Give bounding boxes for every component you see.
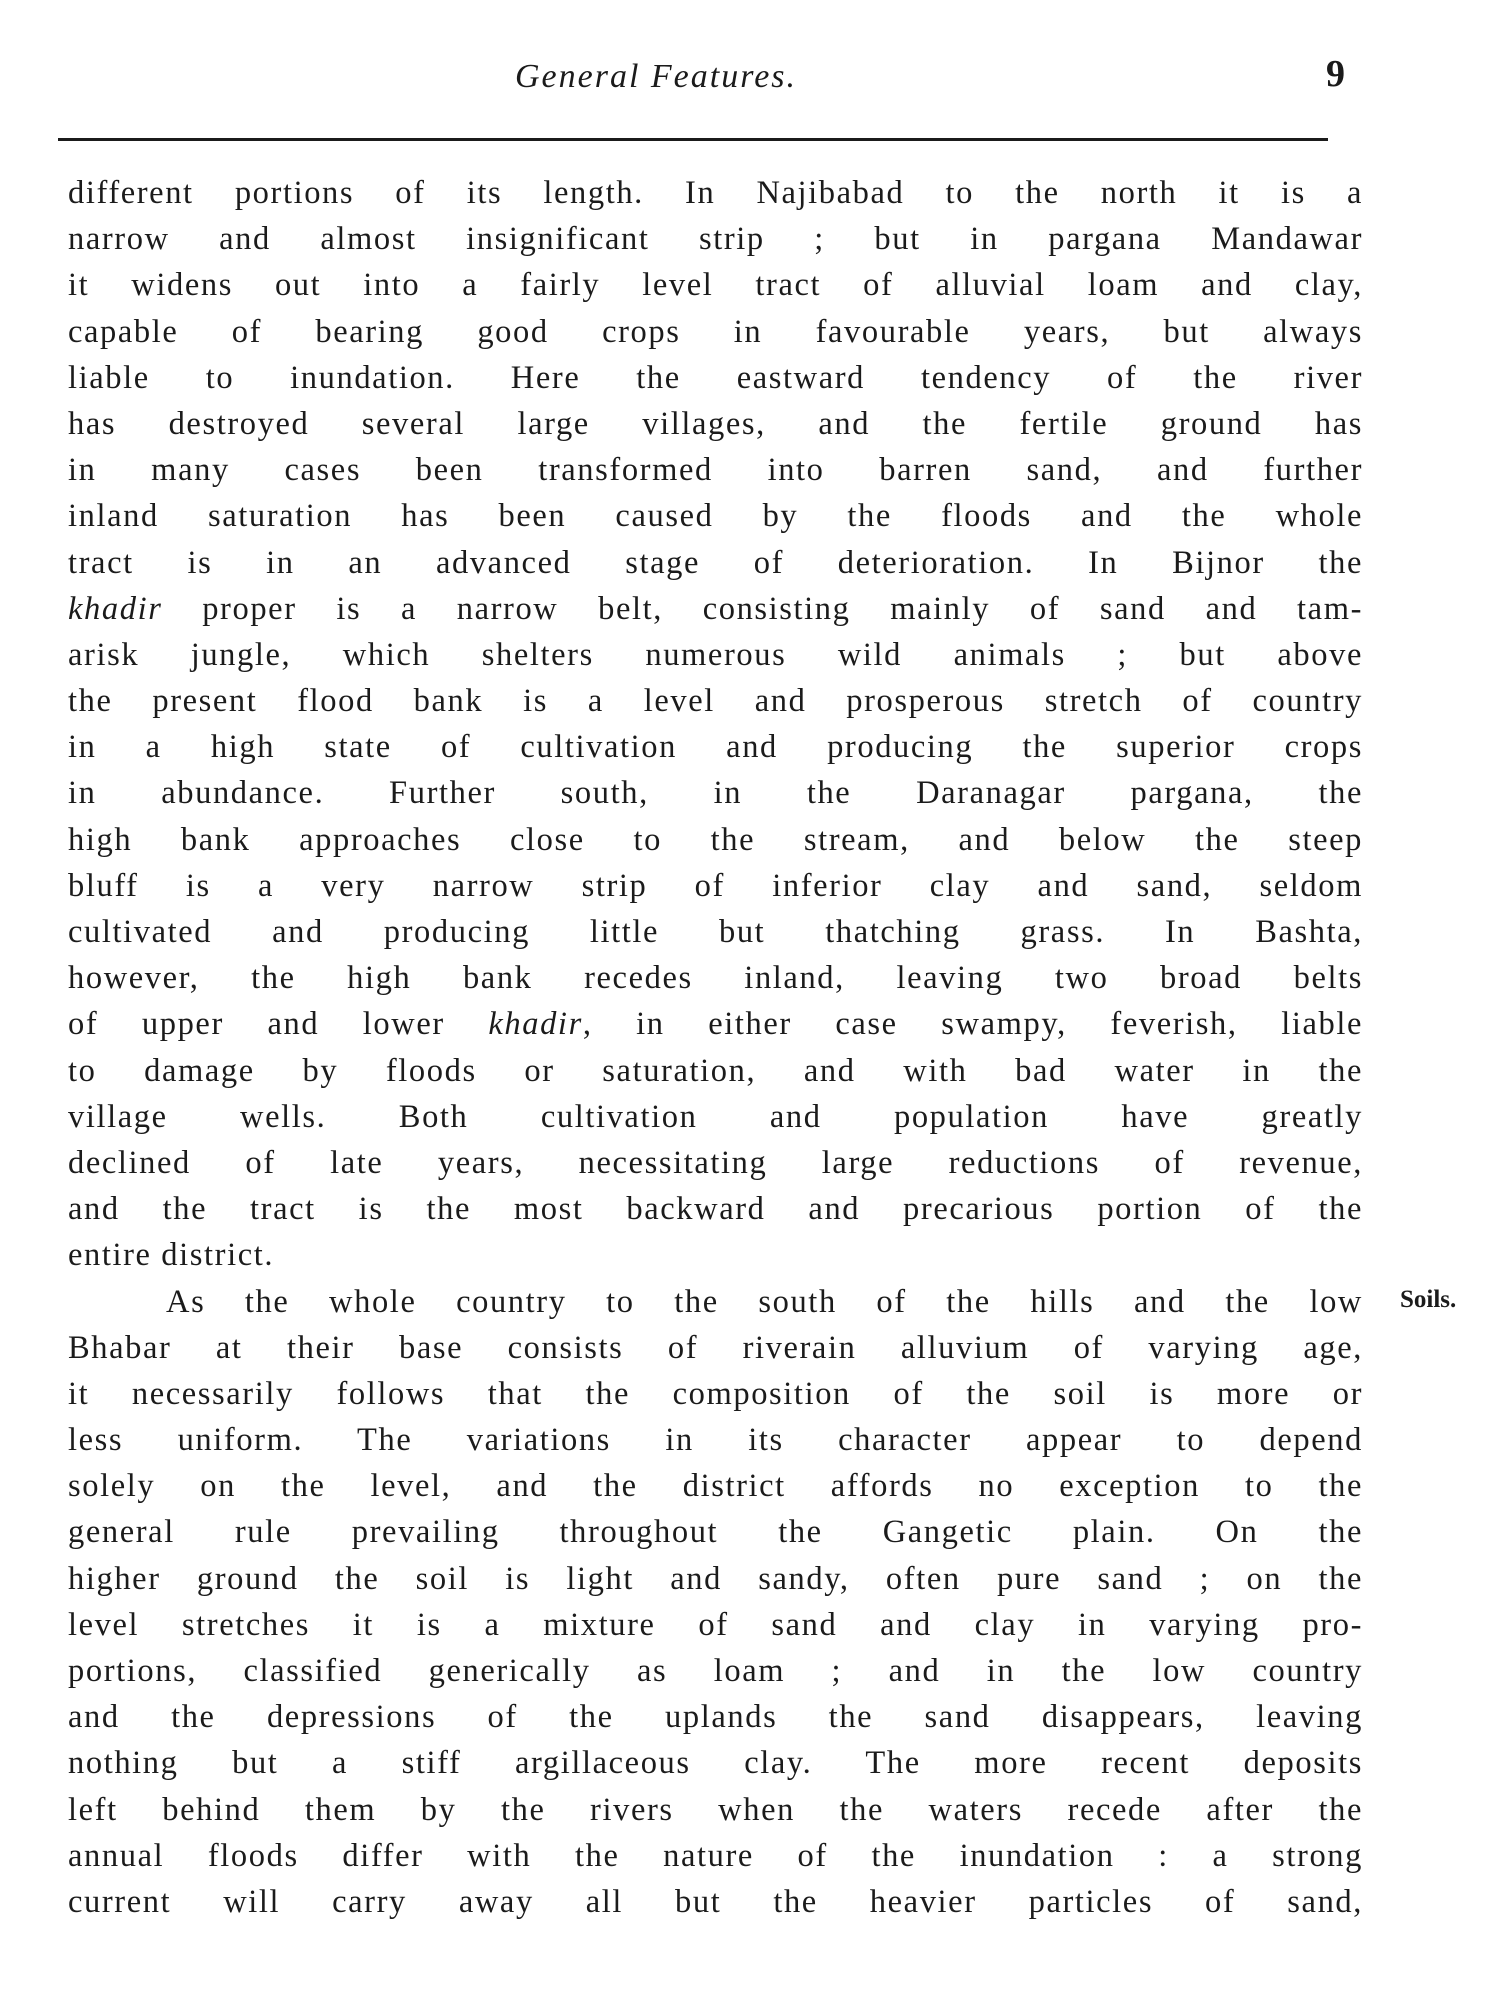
text-line: arisk jungle, which shelters numerous wild animals ; but above xyxy=(68,636,1363,673)
text-line: declined of late years, necessitating large reductions of revenue, xyxy=(68,1144,1363,1181)
text-line-italic-khadir xyxy=(68,1001,1363,1047)
text-line: high bank approaches close to the stream, and below the steep xyxy=(68,821,1363,858)
text-fragment: of upper and lower xyxy=(68,1006,489,1043)
text-line: cultivated and producing little but thatching grass. In Bashta, xyxy=(68,914,1363,950)
text-line: current will carry away all but the heavier particles of sand, xyxy=(68,1883,1363,1920)
text-line: in abundance. Further south, in the Daranagar pargana, the xyxy=(68,775,1363,812)
paragraph-1 xyxy=(68,170,1363,1279)
text-fragment: proper is a narrow belt, consisting mainly of sand and tam- xyxy=(162,590,1363,627)
text-line: general rule prevailing throughout the Gangetic plain. On the xyxy=(68,1514,1363,1551)
text-line: village wells. Both cultivation and population have greatly xyxy=(68,1098,1363,1135)
header-rule xyxy=(58,138,1328,141)
text-line: portions, classified generically as loam ; and in the low country xyxy=(68,1653,1363,1689)
text-line: it necessarily follows that the composition of the soil is more or xyxy=(68,1375,1363,1412)
text-line: nothing but a stiff argillaceous clay. The more recent deposits xyxy=(68,1745,1363,1782)
text-line: in many cases been transformed into barren sand, and further xyxy=(68,452,1363,489)
text-line: less uniform. The variations in its character appear to depend xyxy=(68,1422,1363,1459)
text-line: entire district. xyxy=(68,1237,275,1274)
text-line: bluff is a very narrow strip of inferior clay and sand, seldom xyxy=(68,867,1363,904)
text-line: higher ground the soil is light and sandy, often pure sand ; on the xyxy=(68,1560,1363,1597)
paragraph-2 xyxy=(68,1279,1363,1926)
text-line: tract is in an advanced stage of deterioration. In Bijnor the xyxy=(68,544,1363,581)
text-fragment: , in either case swampy, feverish, liable xyxy=(582,1006,1363,1043)
margin-note-soils: Soils. xyxy=(1400,1286,1457,1313)
text-line: inland saturation has been caused by the floods and the whole xyxy=(68,498,1363,535)
text-line: Bhabar at their base consists of riverain alluvium of varying age, xyxy=(68,1329,1363,1366)
text-line: liable to inundation. Here the eastward tendency of the river xyxy=(68,359,1363,396)
italic-word: khadir xyxy=(68,590,163,627)
text-line: to damage by floods or saturation, and with bad water in the xyxy=(68,1052,1363,1089)
text-line-italic-khadir xyxy=(68,586,1363,632)
italic-word: khadir xyxy=(488,1006,583,1043)
text-line: and the depressions of the uplands the sand disappears, leaving xyxy=(68,1699,1363,1736)
text-line: capable of bearing good crops in favourable years, but always xyxy=(68,313,1363,350)
text-line: however, the high bank recedes inland, leaving two broad belts xyxy=(68,960,1363,997)
text-line: the present flood bank is a level and prosperous stretch of country xyxy=(68,683,1363,720)
text-line: different portions of its length. In Najibabad to the north it is a xyxy=(68,175,1363,211)
text-line: in a high state of cultivation and producing the superior crops xyxy=(68,729,1363,766)
text-line: As the whole country to the south of the hills and the low xyxy=(166,1283,1363,1320)
page-header xyxy=(0,53,1500,108)
text-line: solely on the level, and the district affords no exception to the xyxy=(68,1468,1363,1505)
page-number: 9 xyxy=(1326,53,1345,95)
text-line: level stretches it is a mixture of sand and clay in varying pro- xyxy=(68,1606,1363,1643)
text-line: it widens out into a fairly level tract of alluvial loam and clay, xyxy=(68,267,1363,304)
text-line: narrow and almost insignificant strip ; but in pargana Mandawar xyxy=(68,221,1363,258)
running-title: General Features. xyxy=(515,58,798,95)
text-line: has destroyed several large villages, and the fertile ground has xyxy=(68,405,1363,442)
text-line: annual floods differ with the nature of the inundation : a strong xyxy=(68,1837,1363,1874)
body-text xyxy=(68,170,1363,1925)
text-line: and the tract is the most backward and precarious portion of the xyxy=(68,1191,1363,1228)
text-line: left behind them by the rivers when the waters recede after the xyxy=(68,1791,1363,1828)
